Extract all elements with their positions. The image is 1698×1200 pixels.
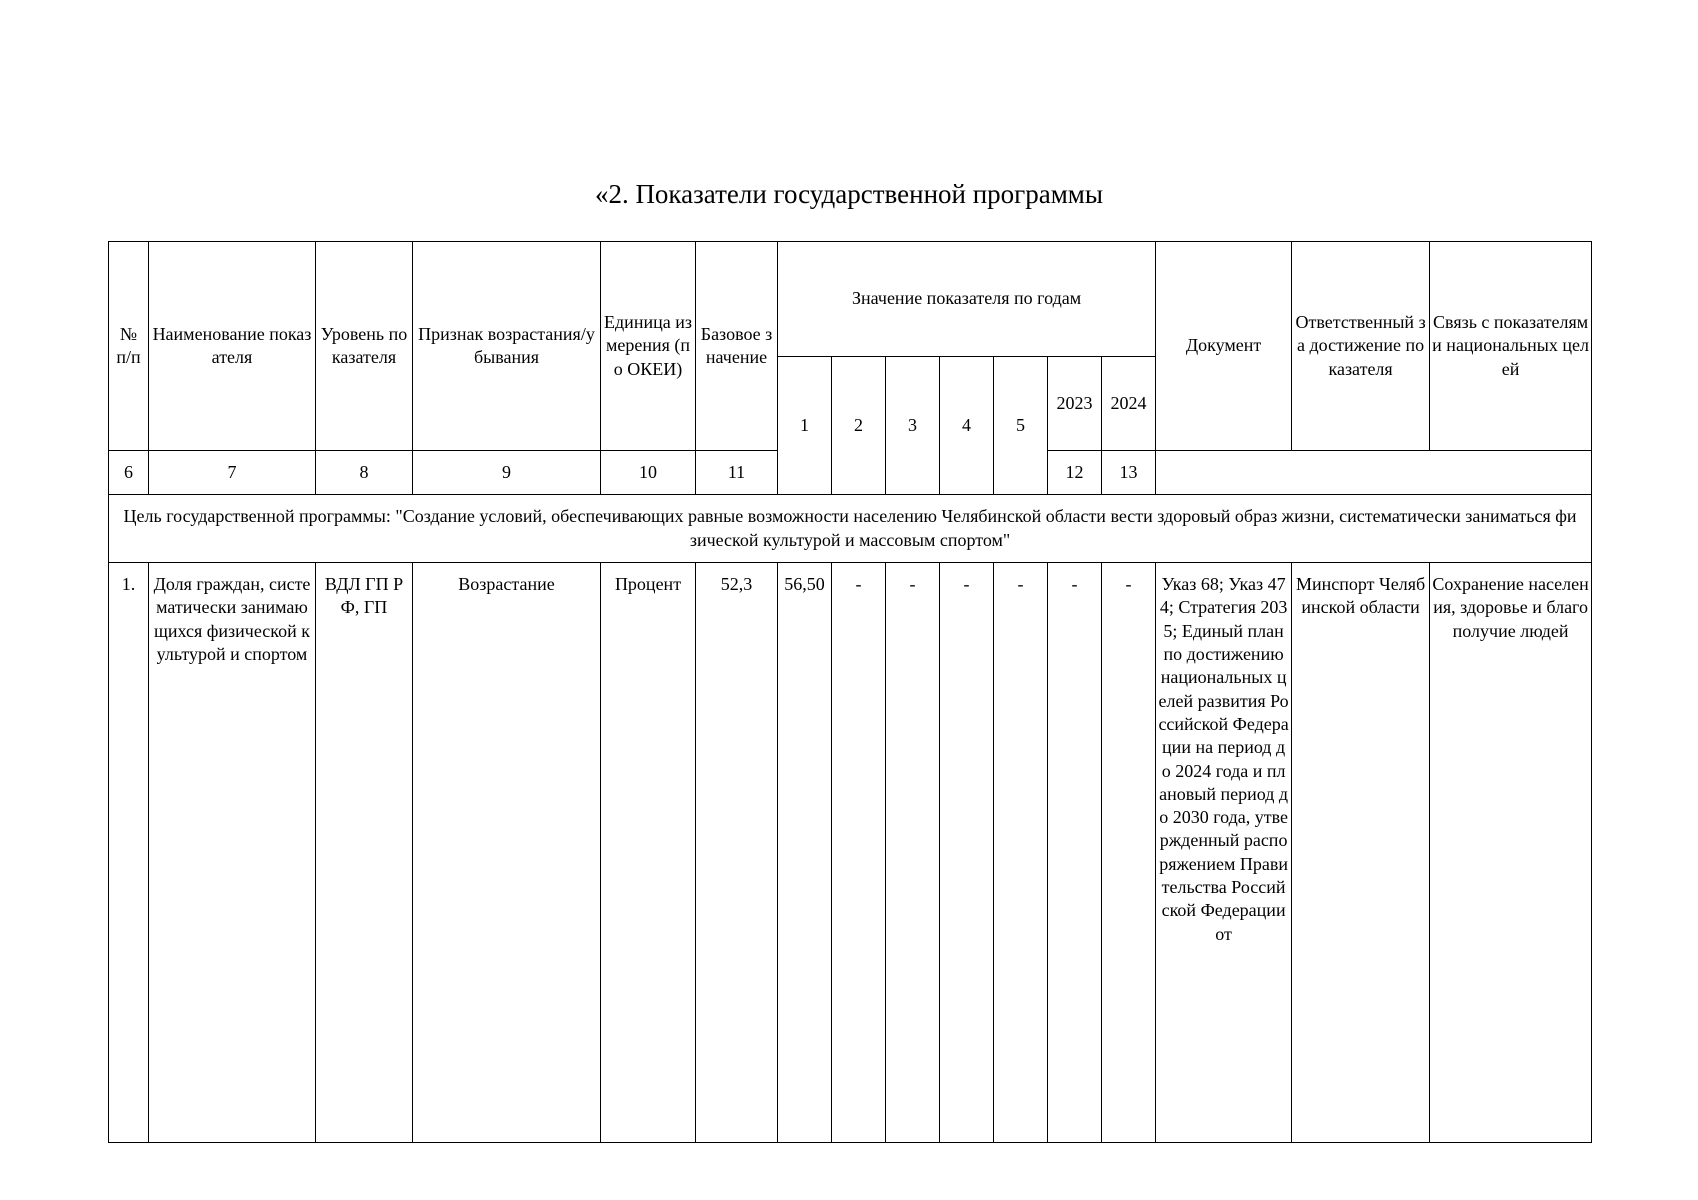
col-number-8: 8 [316, 451, 413, 495]
unit-of-measure: Процент [601, 563, 696, 1143]
col-number-7: 7 [149, 451, 316, 495]
value-2026: - [886, 563, 940, 1143]
growth-sign: Возрастание [413, 563, 601, 1143]
col-number-6: 6 [109, 451, 149, 495]
header-years-group: Значение показателя по годам [778, 242, 1156, 357]
value-2029: - [1048, 563, 1102, 1143]
value-2024: 56,50 [778, 563, 832, 1143]
header-responsible: Ответственный за достижение показателя [1292, 242, 1430, 451]
base-year: 2023 [1048, 357, 1102, 451]
col-number-12: 12 [1048, 451, 1102, 495]
base-value: 52,3 [696, 563, 778, 1143]
indicators-table [108, 241, 1592, 1143]
indicator-level: ВДЛ ГП РФ, ГП [316, 563, 413, 1143]
header-base: Базовое значение [696, 242, 778, 451]
header-name: Наименование показателя [149, 242, 316, 451]
document-reference: Указ 68; Указ 474; Стратегия 2035; Единый план по достижению национальных целей развития Российской Федерации на период до 2024 года и плановый период до 2030 года, утвержденный распоряжением Правительства Российской Федерации от [1156, 563, 1292, 1143]
header-num: № п/п [109, 242, 149, 451]
header-document: Документ [1156, 242, 1292, 451]
col-number-5: 5 [994, 357, 1048, 495]
col-number-4: 4 [940, 357, 994, 495]
col-number-9: 9 [413, 451, 601, 495]
value-2028: - [994, 563, 1048, 1143]
col-number-11: 11 [696, 451, 778, 495]
header-link: Связь с показателями национальных целей [1430, 242, 1592, 451]
program-goal: Цель государственной программы: "Создание условий, обеспечивающих равные возможности населению Челябинской области вести здоровый образ жизни, систематически заниматься физической культурой и массовым спортом" [109, 495, 1592, 563]
row-number: 1. [109, 563, 149, 1143]
header-unit: Единица измерения (по ОКЕИ) [601, 242, 696, 451]
goal-row [109, 495, 1592, 563]
col-number-10: 10 [601, 451, 696, 495]
national-goals-link: Сохранение населения, здоровье и благополучие людей [1430, 563, 1592, 1143]
value-2027: - [940, 563, 994, 1143]
col-number-3: 3 [886, 357, 940, 495]
col-number-2: 2 [832, 357, 886, 495]
document-title: «2. Показатели государственной программы [594, 179, 1104, 209]
header-level: Уровень показателя [316, 242, 413, 451]
year-2024: 2024 [1102, 357, 1156, 451]
responsible-body: Минспорт Челябинской области [1292, 563, 1430, 1143]
col-number-13: 13 [1102, 451, 1156, 495]
indicator-name: Доля граждан, систематически занимающихся физической культурой и спортом [149, 563, 316, 1143]
header-sign: Признак возрастания/убывания [413, 242, 601, 451]
header-row [109, 242, 1592, 357]
value-2030: - [1102, 563, 1156, 1143]
table-row [109, 563, 1592, 1143]
col-number-1: 1 [778, 357, 832, 495]
value-2025: - [832, 563, 886, 1143]
